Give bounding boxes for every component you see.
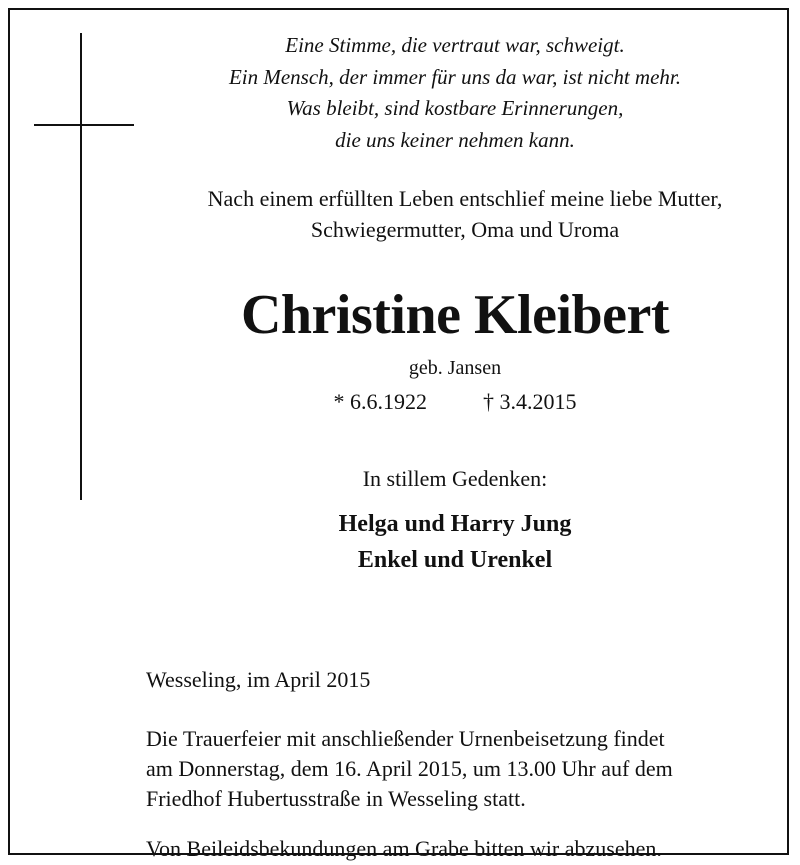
poem-line: Ein Mensch, der immer für uns da war, ist nicht mehr. [228,64,682,89]
condolence-note: Von Beileidsbekundungen am Grabe bitten wir abzusehen. [146,836,662,861]
life-dates [55,387,800,417]
poem-line: die uns keiner nehmen kann. [335,127,575,152]
death-date: † 3.4.2015 [483,389,577,414]
birth-date: * 6.6.1922 [333,389,427,414]
cross-vertical-bar [80,33,82,500]
intro-line: Schwiegermutter, Oma und Uroma [310,217,620,242]
deceased-name: Christine Kleibert [240,284,670,346]
ceremony-line: Die Trauerfeier mit anschließender Urnenbeisetzung findet [146,726,665,751]
place-date: Wesseling, im April 2015 [146,667,371,692]
intro-line: Nach einem erfüllten Leben entschlief meine liebe Mutter, [207,186,723,211]
ceremony-line: Friedhof Hubertusstraße in Wesseling statt. [146,786,526,811]
ceremony-details [146,724,786,814]
poem-line: Was bleibt, sind kostbare Erinnerungen, [286,96,624,120]
intro-text [110,183,800,245]
maiden-name: geb. Jansen [408,357,502,379]
mourners-list [55,506,800,578]
ceremony-line: am Donnerstag, dem 16. April 2015, um 13.00 Uhr auf dem [146,756,673,781]
poem [155,30,755,156]
mourner-name: Helga und Harry Jung [338,511,572,537]
cross-horizontal-bar [34,124,134,126]
poem-line: Eine Stimme, die vertraut war, schweigt. [285,33,625,57]
memorial-heading: In stillem Gedenken: [362,466,548,491]
mourner-name: Enkel und Urenkel [357,547,553,573]
